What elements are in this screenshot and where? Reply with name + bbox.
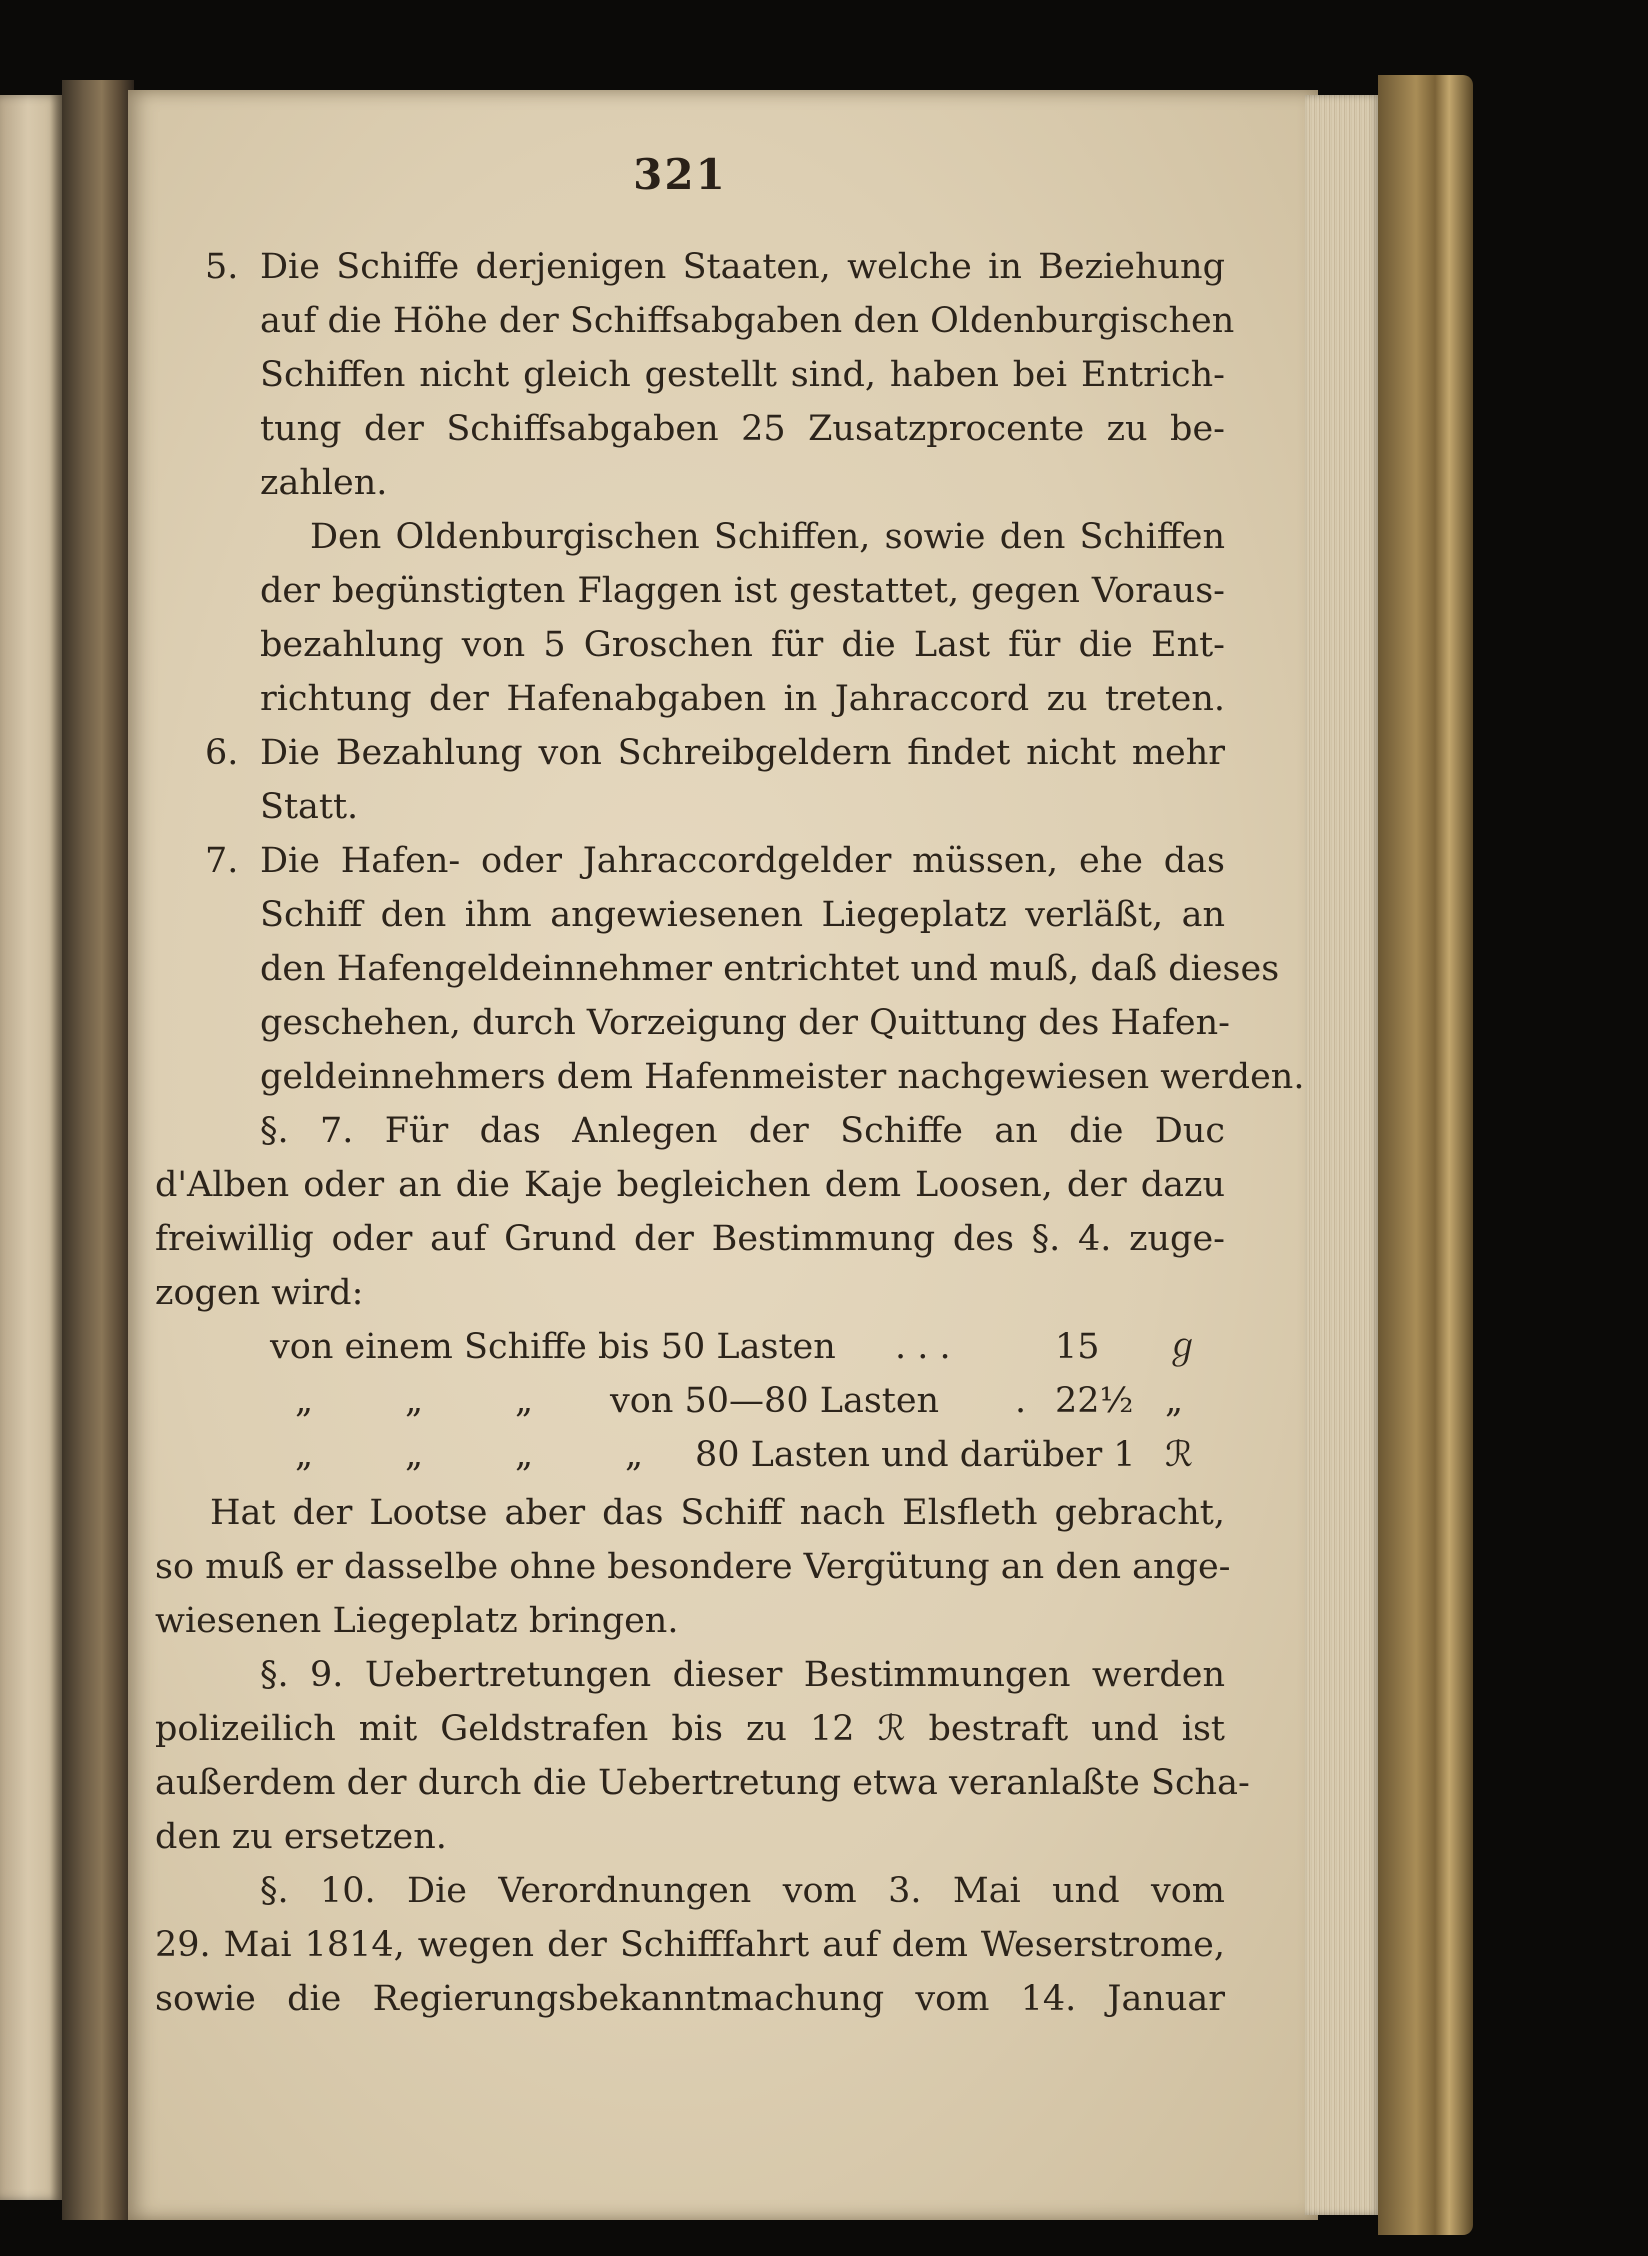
fee-amount: 22½ bbox=[1055, 1381, 1134, 1421]
text-line: Statt. bbox=[260, 787, 359, 827]
ditto-mark: „ bbox=[515, 1435, 534, 1475]
ditto-mark: „ bbox=[405, 1381, 424, 1421]
ditto-mark: „ bbox=[625, 1435, 644, 1475]
text-line: §. 9. Uebertretungen dieser Bestimmungen werden bbox=[260, 1655, 1225, 1695]
text-line: tung der Schiffsabgaben 25 Zusatzprocente zu be- bbox=[260, 409, 1225, 449]
fee-label: von einem Schiffe bis 50 Lasten bbox=[270, 1327, 836, 1367]
ditto-mark: „ bbox=[295, 1435, 314, 1475]
pilot-paragraph bbox=[155, 1486, 1231, 1648]
item-number: 7. bbox=[205, 841, 239, 881]
fee-row bbox=[155, 1428, 1225, 1482]
fee-unit: ℛ bbox=[1165, 1435, 1193, 1475]
text-line: polizeilich mit Geldstrafen bis zu 12 ℛ bestraft und ist bbox=[155, 1709, 1225, 1749]
text-line: der begünstigten Flaggen ist gestattet, gegen Voraus- bbox=[260, 571, 1225, 611]
fee-dots: . . . bbox=[895, 1327, 951, 1367]
item-number: 6. bbox=[205, 733, 239, 773]
text-line: d'Alben oder an die Kaje begleichen dem Loosen, der dazu bbox=[155, 1165, 1225, 1205]
item-6 bbox=[155, 726, 1225, 834]
ditto-mark: „ bbox=[405, 1435, 424, 1475]
fee-row bbox=[155, 1320, 1225, 1374]
text-line: richtung der Hafenabgaben in Jahraccord zu treten. bbox=[260, 679, 1225, 719]
fee-amount: 15 bbox=[1055, 1327, 1100, 1367]
text-line: §. 10. Die Verordnungen vom 3. Mai und vom bbox=[260, 1871, 1225, 1911]
text-line: §. 7. Für das Anlegen der Schiffe an die Duc bbox=[260, 1111, 1225, 1151]
text-line: so muß er dasselbe ohne besondere Vergütung an den ange- bbox=[155, 1547, 1231, 1587]
text-line: Die Bezahlung von Schreibgeldern findet nicht mehr bbox=[260, 733, 1225, 773]
section-7 bbox=[155, 1104, 1225, 1320]
book-cover-edge bbox=[1378, 75, 1473, 2235]
fee-dots: . bbox=[1015, 1381, 1027, 1421]
text-line: Den Oldenburgischen Schiffen, sowie den Schiffen bbox=[310, 517, 1225, 557]
left-page-edge bbox=[0, 95, 62, 2200]
text-line: sowie die Regierungsbekanntmachung vom 14. Januar bbox=[155, 1979, 1225, 2019]
text-line: bezahlung von 5 Groschen für die Last für die Ent- bbox=[260, 625, 1225, 665]
ditto-mark: „ bbox=[295, 1381, 314, 1421]
text-line: den zu ersetzen. bbox=[155, 1817, 447, 1857]
fee-table bbox=[155, 1320, 1225, 1482]
item-5 bbox=[155, 240, 1235, 510]
item-5-continuation bbox=[155, 510, 1225, 726]
text-line: 29. Mai 1814, wegen der Schifffahrt auf dem Weserstrome, bbox=[155, 1925, 1225, 1965]
fee-unit: „ bbox=[1165, 1381, 1184, 1421]
page-block-edges bbox=[1305, 95, 1380, 2215]
fee-label: 80 Lasten und darüber 1 bbox=[695, 1435, 1136, 1475]
text-line: zahlen. bbox=[260, 463, 388, 503]
text-line: Schiff den ihm angewiesenen Liegeplatz verläßt, an bbox=[260, 895, 1225, 935]
item-7 bbox=[155, 834, 1305, 1104]
section-10 bbox=[155, 1864, 1225, 2026]
text-line: wiesenen Liegeplatz bringen. bbox=[155, 1601, 679, 1641]
item-number: 5. bbox=[205, 247, 239, 287]
text-line: den Hafengeldeinnehmer entrichtet und muß, daß dieses bbox=[260, 949, 1280, 989]
book-spine-gutter bbox=[62, 80, 134, 2220]
text-line: Die Schiffe derjenigen Staaten, welche in Beziehung bbox=[260, 247, 1225, 287]
text-line: geldeinnehmers dem Hafenmeister nachgewiesen werden. bbox=[260, 1057, 1305, 1097]
text-line: außerdem der durch die Uebertretung etwa veranlaßte Scha- bbox=[155, 1763, 1250, 1803]
text-line: freiwillig oder auf Grund der Bestimmung des §. 4. zuge- bbox=[155, 1219, 1225, 1259]
fee-row bbox=[155, 1374, 1225, 1428]
text-line: geschehen, durch Vorzeigung der Quittung des Hafen- bbox=[260, 1003, 1230, 1043]
section-9 bbox=[155, 1648, 1250, 1864]
ditto-mark: „ bbox=[515, 1381, 534, 1421]
text-line: Die Hafen- oder Jahraccordgelder müssen, ehe das bbox=[260, 841, 1225, 881]
text-line: auf die Höhe der Schiffsabgaben den Oldenburgischen bbox=[260, 301, 1235, 341]
text-line: zogen wird: bbox=[155, 1273, 364, 1313]
text-line: Hat der Lootse aber das Schiff nach Elsfleth gebracht, bbox=[210, 1493, 1225, 1533]
page-number: 321 bbox=[633, 150, 727, 199]
fee-label: von 50—80 Lasten bbox=[610, 1381, 940, 1421]
text-line: Schiffen nicht gleich gestellt sind, haben bei Entrich- bbox=[260, 355, 1225, 395]
fee-unit: ℊ bbox=[1165, 1327, 1201, 1367]
